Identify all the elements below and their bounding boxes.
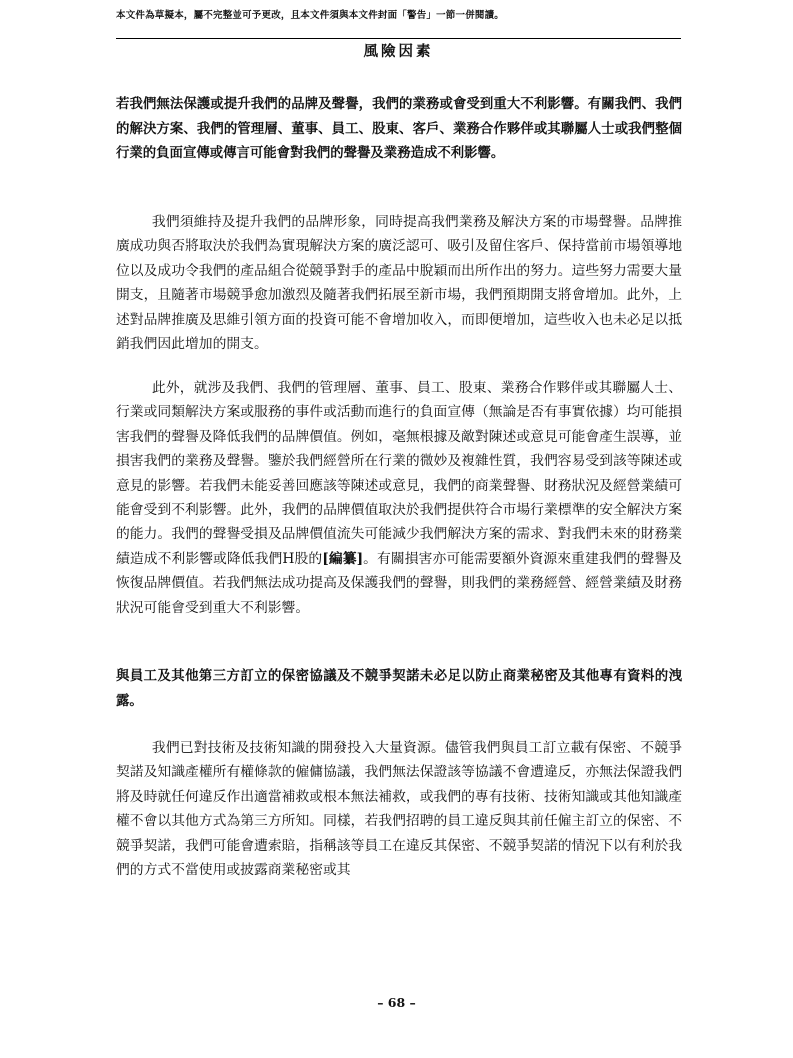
header-divider <box>116 38 681 39</box>
redaction-mark: [編纂] <box>322 550 364 567</box>
risk-heading-brand-reputation: 若我們無法保護或提升我們的品牌及聲譽，我們的業務或會受到重大不利影響。有關我們、我們的解決方案、我們的管理層、董事、員工、股東、客戶、業務合作夥伴或其聯屬人士或我們整個行業的負面宣傳或傳言可能會對我們的聲譽及業務造成不利影響。 <box>116 97 682 161</box>
risk-heading-confidentiality: 與員工及其他第三方訂立的保密協議及不競爭契諾未必足以防止商業秘密及其他專有資料的洩露。 <box>116 669 682 709</box>
paragraph-negative-publicity-part1: 此外，就涉及我們、我們的管理層、董事、員工、股東、業務合作夥伴或其聯屬人士、行業或同類解決方案或服務的事件或活動而進行的負面宣傳（無論是否有事實依據）均可能損害我們的聲譽及降低我們的品牌價值。例如，毫無根據及敵對陳述或意見可能會產生誤導，並損害我們的業務及聲譽。鑒於我們經營所在行業的微妙及複雜性質，我們容易受到該等陳述或意見的影響。若我們未能妥善回應該等陳述或意見，我們的商業聲譽、財務狀況及經營業績可能會受到不利影響。此外，我們的品牌價值取決於我們提供符合市場行業標準的安全解決方案的能力。我們的聲譽受損及品牌價值流失可能減少我們解決方案的需求、對我們未來的財務業績造成不利影響或降低我們H股的 <box>116 380 682 567</box>
draft-notice: 本文件為草擬本，屬不完整並可予更改，且本文件須與本文件封面「警告」一節一併閱讀。 <box>116 10 505 21</box>
paragraph-negative-publicity-part2: 。有關損害亦可能需要額外資源來重建我們的聲譽及恢復品牌價值。若我們無法成功提高及保護我們的聲譽，則我們的業務經營、經營業績及財務狀況可能會受到重大不利影響。 <box>116 550 683 616</box>
paragraph-negative-publicity <box>116 376 682 620</box>
paragraph-technology-knowhow: 我們已對技術及技術知識的開發投入大量資源。儘管我們與員工訂立載有保密、不競爭契諾及知識產權所有權條款的僱傭協議，我們無法保證該等協議不會遭違反，亦無法保證我們將及時就任何違反作出適當補救或根本無法補救，或我們的專有技術、技術知識或其他知識產權不會以其他方式為第三方所知。同樣，若我們招聘的員工違反與其前任僱主訂立的保密、不競爭契諾，我們可能會遭索賠，指稱該等員工在違反其保密、不競爭契諾的情況下以有利於我們的方式不當使用或披露商業秘密或其 <box>116 740 682 879</box>
paragraph-brand-investment: 我們須維持及提升我們的品牌形象，同時提高我們業務及解決方案的市場聲譽。品牌推廣成功與否將取決於我們為實現解決方案的廣泛認可、吸引及留住客戶、保持當前市場領導地位以及成功令我們的產品組合從競爭對手的產品中脫穎而出所作出的努力。這些努力需要大量開支，且隨著市場競爭愈加激烈及隨著我們拓展至新市場，我們預期開支將會增加。此外，上述對品牌推廣及思維引領方面的投資可能不會增加收入，而即便增加，這些收入也未必足以抵銷我們因此增加的開支。 <box>116 214 682 353</box>
section-title: 風險因素 <box>363 44 434 60</box>
page-number: – 68 – <box>377 995 416 1010</box>
